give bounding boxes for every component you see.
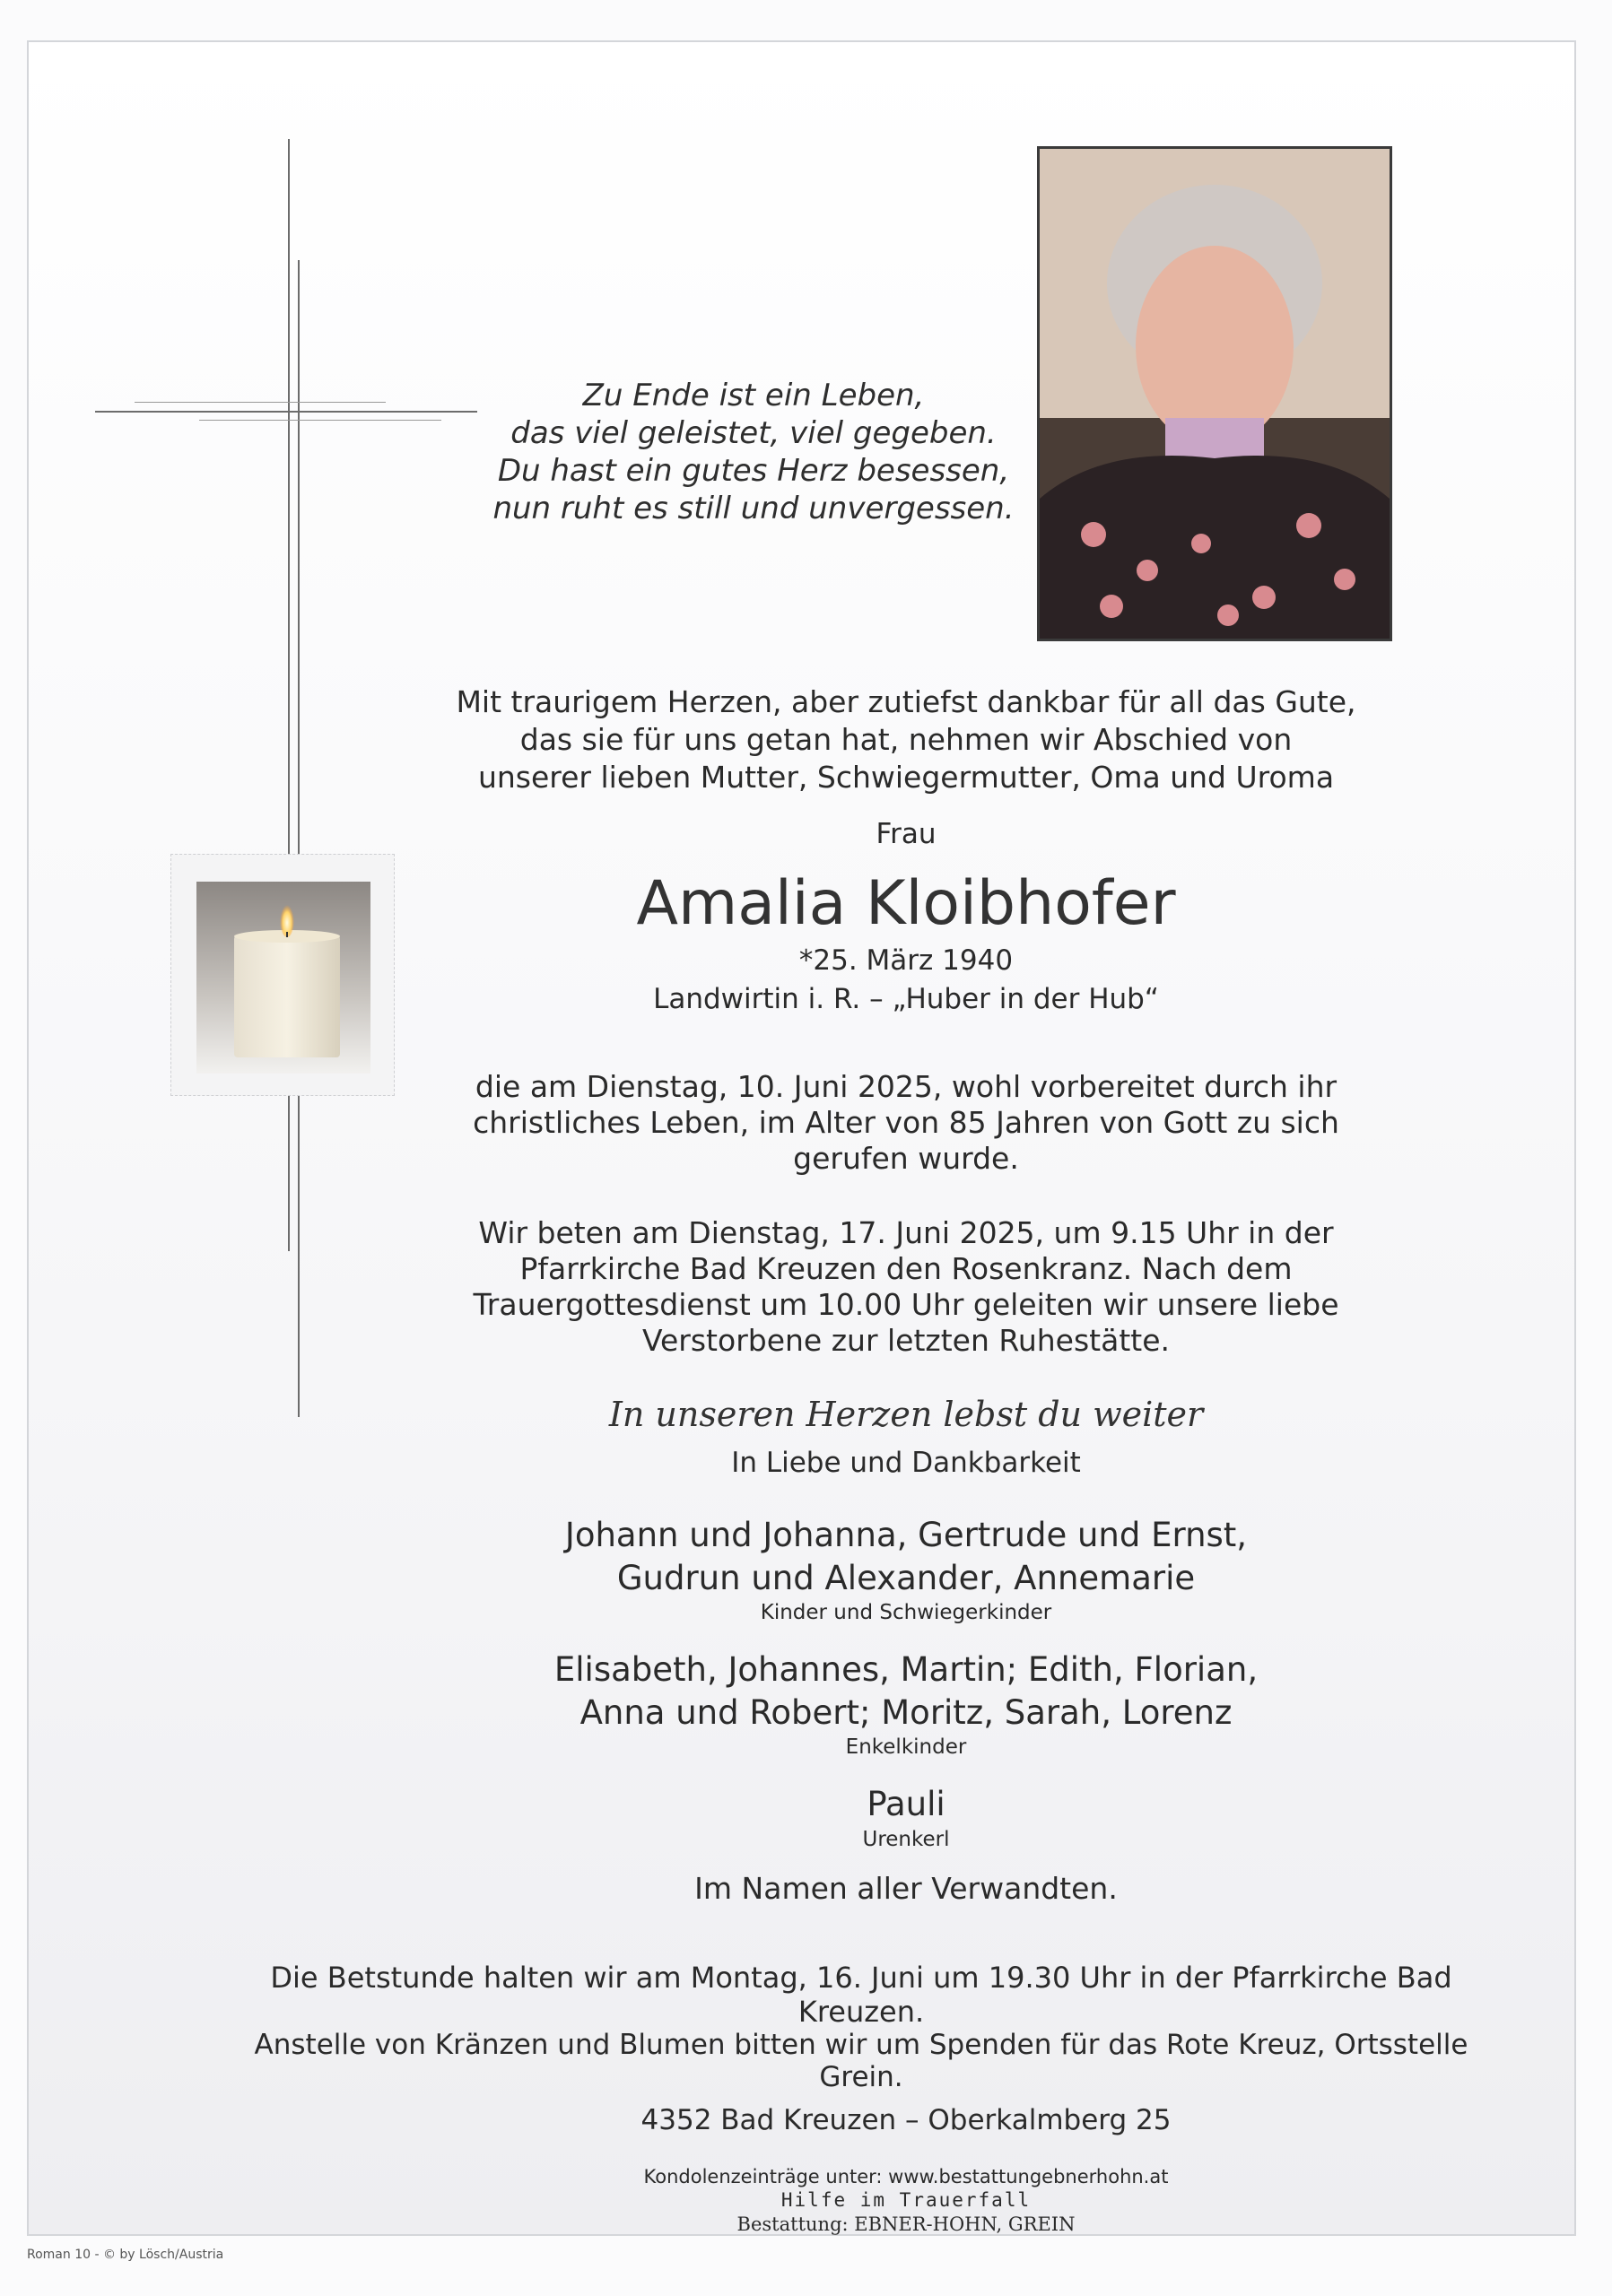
death-notice: die am Dienstag, 10. Juni 2025, wohl vorbereitet durch ihr christliches Leben, im Alter von 85 Jahren von Gott zu sich gerufen wurde. bbox=[473, 1069, 1339, 1176]
condolence-link: Kondolenzeinträge unter: www.bestattungebnerhohn.at bbox=[643, 2166, 1169, 2187]
relatives-line: Im Namen aller Verwandten. bbox=[694, 1871, 1118, 1906]
footer-credit: Roman 10 - © by Lösch/Austria bbox=[27, 2248, 224, 2262]
address: 4352 Bad Kreuzen – Oberkalmberg 25 bbox=[640, 2104, 1172, 2136]
children-names: Johann und Johanna, Gertrude und Ernst, Gudrun und Alexander, Annemarie bbox=[564, 1516, 1248, 1597]
great-grandchild-caption: Urenkerl bbox=[862, 1828, 950, 1851]
children-caption: Kinder und Schwiegerkinder bbox=[760, 1601, 1052, 1624]
candle-image bbox=[170, 854, 395, 1096]
salutation: Frau bbox=[876, 818, 937, 850]
deceased-name: Amalia Kloibhofer bbox=[636, 868, 1176, 939]
grandchildren-names: Elisabeth, Johannes, Martin; Edith, Florian, Anna und Robert; Moritz, Sarah, Lorenz bbox=[553, 1650, 1259, 1732]
portrait-photo bbox=[1037, 146, 1392, 641]
funeral-home: Bestattung: EBNER-HOHN, GREIN bbox=[736, 2213, 1076, 2235]
motto-subline: In Liebe und Dankbarkeit bbox=[731, 1447, 1081, 1479]
great-grandchild-name: Pauli bbox=[867, 1785, 945, 1823]
grandchildren-caption: Enkelkinder bbox=[845, 1735, 967, 1759]
occupation: Landwirtin i. R. – „Huber in der Hub“ bbox=[653, 983, 1159, 1015]
poem: Zu Ende ist ein Leben, das viel geleistet, viel gegeben. Du hast ein gutes Herz besessen, nun ruht es still und unvergessen. bbox=[492, 378, 1015, 526]
intro-text: Mit traurigem Herzen, aber zutiefst dankbar für all das Gute, das sie für uns getan hat, nehmen wir Abschied von unserer lieben Mutter, Schwiegermutter, Oma und Uroma bbox=[456, 684, 1356, 795]
betstunde-line: Die Betstunde halten wir am Montag, 16. Juni um 19.30 Uhr in der Pfarrkirche Bad Kreuzen. bbox=[270, 1961, 1452, 2029]
birth-date: *25. März 1940 bbox=[798, 944, 1014, 977]
donation-line: Anstelle von Kränzen und Blumen bitten wir um Spenden für das Rote Kreuz, Ortsstelle Grein. bbox=[254, 2029, 1468, 2093]
prayer-notice: Wir beten am Dienstag, 17. Juni 2025, um 9.15 Uhr in der Pfarrkirche Bad Kreuzen den Rosenkranz. Nach dem Trauergottesdienst um 10.00 Uhr geleiten wir unsere liebe Verstorbene zur letzten Ruhestätte. bbox=[473, 1215, 1339, 1358]
motto: In unseren Herzen lebst du weiter bbox=[608, 1395, 1204, 1434]
help-line: Hilfe im Trauerfall bbox=[780, 2189, 1032, 2211]
